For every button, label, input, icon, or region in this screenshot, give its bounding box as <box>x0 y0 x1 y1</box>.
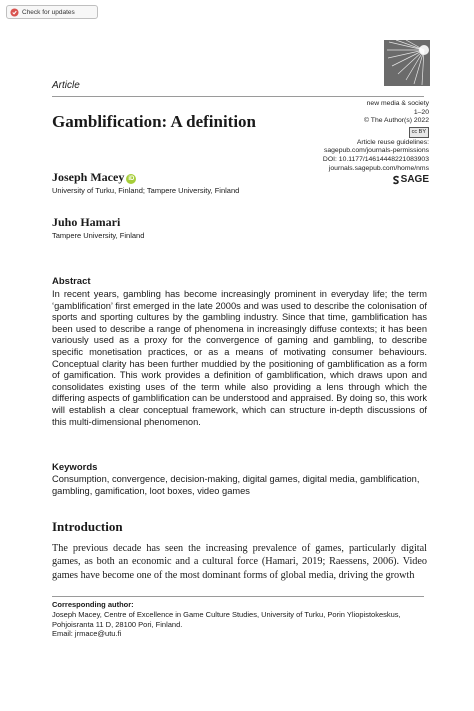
journal-pages: 1–20 <box>413 108 429 116</box>
header-divider <box>52 96 424 97</box>
corresponding-author-heading: Corresponding author: <box>52 600 134 609</box>
author-1-affiliation: University of Turku, Finland; Tampere University, Finland <box>52 186 240 195</box>
introduction-heading: Introduction <box>52 519 123 534</box>
article-type-label: Article <box>52 80 80 91</box>
journal-copyright: © The Author(s) 2022 <box>364 117 429 125</box>
publisher-name: SAGE <box>400 173 429 185</box>
reuse-guidelines-title: Article reuse guidelines: <box>356 138 429 146</box>
journal-metadata <box>323 100 429 189</box>
abstract-heading: Abstract <box>52 276 91 287</box>
check-for-updates-label: Check for updates <box>22 8 75 16</box>
reuse-guidelines-link[interactable]: sagepub.com/journals-permissions <box>323 147 429 155</box>
journal-name: new media & society <box>366 100 429 107</box>
keywords-heading: Keywords <box>52 462 98 473</box>
publisher-logo <box>391 175 429 185</box>
keywords-text: Consumption, convergence, decision-making, digital games, digital media, gamblification, gambling, gamification, loot boxes, video games <box>52 474 420 496</box>
journal-home-link[interactable]: journals.sagepub.com/home/nms <box>328 164 429 172</box>
introduction-text: The previous decade has seen the increasing prevalence of games, particularly digital games, as both an economic and a cultural force (Hamari, 2019; Raessens, 2006). Video games have become one of the most dominant forms of global media, driving the growth <box>52 543 427 581</box>
journal-cover-logo <box>384 40 430 86</box>
article-title: Gamblification: A definition <box>52 112 257 131</box>
corresponding-author-details <box>52 610 427 639</box>
corresponding-author-line: Joseph Macey, Centre of Excellence in Game Culture Studies, University of Turku, Porin Yliopistokeskus, <box>52 610 401 619</box>
corresponding-author-email[interactable]: Email: jrmace@utu.fi <box>52 629 122 639</box>
crossmark-icon <box>10 8 19 17</box>
footnote-divider <box>52 596 424 597</box>
author-1-name[interactable] <box>52 170 136 185</box>
sage-icon <box>391 175 401 185</box>
author-2-name[interactable]: Juho Hamari <box>52 215 121 229</box>
abstract-text: In recent years, gambling has become increasingly prominent in everyday life; the term ‘gamblification’ first emerged in the late 2000s and was used to describe the colonisation of sports and sporting cultures by the gambling industry. Since that time, gamblification has been used to describe a range of phenomena in increasingly diffuse contexts; it has been variously used as a proxy for the convergence of gaming and gambling, to describe specific monetisation practices, or as a means of motivating consumer behaviours. Conceptual clarity has been further muddied by the positioning of gamblification as a form of gamification. This work provides a definition of gamblification, which draws upon and consolidates existing uses of the term while also providing a lens through which the differing aspects of gamblification can be understood and appraised. By doing so, this work will establish a clear conceptual framework, which can structure in-depth discussions of this multi-dimensional phenomenon. <box>52 289 427 427</box>
doi-link[interactable]: DOI: 10.1177/14614448221083903 <box>322 155 429 163</box>
author-2-affiliation: Tampere University, Finland <box>52 231 145 240</box>
check-for-updates-button[interactable] <box>6 5 98 19</box>
author-1-name-text: Joseph Macey <box>52 170 125 184</box>
license-badge[interactable]: cc BY <box>409 127 429 138</box>
journal-cover-graphic <box>384 40 430 86</box>
corresponding-author-line: Pohjoisranta 11 D, 28100 Pori, Finland. <box>52 619 183 629</box>
orcid-icon[interactable]: iD <box>128 176 135 182</box>
